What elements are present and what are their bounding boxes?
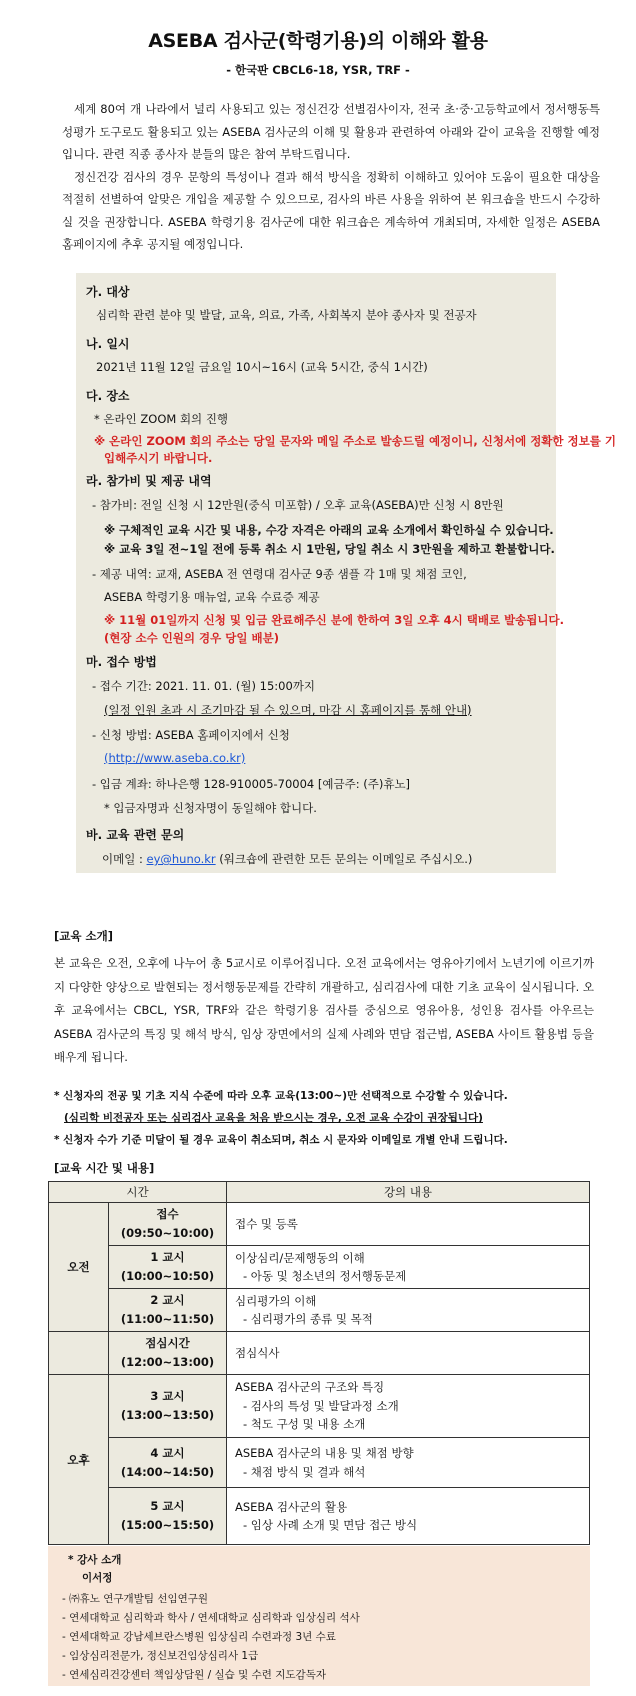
aseba-homepage-link[interactable]: (http://www.aseba.co.kr) — [104, 751, 246, 765]
period-empty — [49, 1332, 109, 1375]
education-note-3: * 신청자 수가 기준 미달이 될 경우 교육이 취소되며, 취소 시 문자와 이메일로 개별 안내 드립니다. — [54, 1134, 508, 1146]
delivery-warning-cont: (현장 소수 인원의 경우 당일 배분) — [104, 631, 279, 645]
period-pm: 오후 — [49, 1375, 109, 1545]
slot-time: (11:00~11:50) — [120, 1312, 215, 1326]
apply-period: - 접수 기간: 2021. 11. 01. (월) 15:00까지 — [92, 679, 315, 693]
slot-cell — [109, 1289, 227, 1332]
education-intro-text: 본 교육은 오전, 오후에 나누어 총 5교시로 이루어집니다. 오전 교육에서는 영유아기에서 노년기에 이르기까지 다양한 양상으로 발현되는 정서행동문제를 간략히 개괄하고, 심리검사에 대한 기초 교육이 실시됩니다. 오후 교육에서는 CBCL, YSR, TRF와 같은 학령기용 검사를 중심으로 영유아용, 성인용 검사를 아우르는 ASEBA 검사군의 특징 및 해석 방식, 임상 장면에서의 실제 사례와 면담 접근법, ASEBA 사이트 활용법 등을 배우게 됩니다. — [54, 956, 594, 1064]
content-subline: - 채점 방식 및 결과 해석 — [243, 1464, 366, 1479]
content-cell — [227, 1289, 590, 1332]
slot-cell — [109, 1438, 227, 1488]
education-intro-title: [교육 소개] — [54, 929, 113, 943]
contact-line — [102, 851, 472, 867]
schedule-title: [교육 시간 및 내용] — [54, 1161, 155, 1175]
intro-text — [62, 98, 600, 256]
provided-items-cont: ASEBA 학령기용 매뉴얼, 교육 수료증 제공 — [104, 590, 320, 604]
place-warning: ※ 온라인 ZOOM 회의 주소는 당일 문자와 메일 주소로 발송드릴 예정이니, 신청서에 정확한 정보를 기 — [94, 434, 616, 448]
table-row — [49, 1289, 590, 1332]
intro-paragraph: 세계 80여 개 나라에서 널리 사용되고 있는 정신건강 선별검사이자, 전국 초·중·고등학교에서 정서행동특성평가 도구로도 활용되고 있는 ASEBA 검사군의 이해 및 활용과 관련하여 아래와 같이 교육을 진행할 예정입니다. 관련 직종 종사자 분들의 많은 참여 부탁드립니다. — [62, 102, 600, 161]
table-row — [49, 1375, 590, 1438]
slot-cell — [109, 1332, 227, 1375]
education-note-1: * 신청자의 전공 및 기초 지식 수준에 따라 오후 교육(13:00~)만 선택적으로 수강할 수 있습니다. — [54, 1090, 508, 1102]
contact-email-link[interactable]: ey@huno.kr — [146, 852, 216, 866]
contact-note: (워크숍에 관련한 모든 문의는 이메일로 주십시오.) — [215, 852, 473, 866]
provided-items: - 제공 내역: 교재, ASEBA 전 연령대 검사군 9종 샘플 각 1매 및 채점 코인, — [92, 567, 467, 581]
section-target-text: 심리학 관련 분야 및 발달, 교육, 의료, 가족, 사회복지 분야 종사자 및 전공자 — [96, 308, 477, 322]
bank-account-note: * 입금자명과 신청자명이 동일해야 합니다. — [104, 801, 317, 815]
section-place-text: * 온라인 ZOOM 회의 진행 — [94, 412, 229, 426]
section-date-text: 2021년 11월 12일 금요일 10시~16시 (교육 5시간, 중식 1시간) — [96, 360, 428, 374]
content-line: 이상심리/문제행동의 이해 — [235, 1250, 365, 1265]
table-row — [49, 1203, 590, 1246]
page-title: ASEBA 검사군(학령기용)의 이해와 활용 — [148, 30, 488, 52]
instructor-name: 이서정 — [82, 1572, 113, 1584]
section-place-title: 다. 장소 — [86, 389, 130, 403]
table-row — [49, 1438, 590, 1488]
content-line: ASEBA 검사군의 구조와 특징 — [235, 1380, 385, 1395]
slot-label: 1 교시 — [150, 1250, 185, 1264]
table-row — [49, 1246, 590, 1289]
section-date-title: 나. 일시 — [86, 337, 130, 351]
bank-account: - 입금 계좌: 하나은행 128-910005-70004 [예금주: (주)휴노] — [92, 777, 411, 791]
email-label: 이메일 : — [102, 852, 147, 866]
slot-cell — [109, 1375, 227, 1438]
slot-label: 3 교시 — [150, 1389, 185, 1403]
slot-label: 접수 — [156, 1207, 179, 1221]
slot-cell — [109, 1488, 227, 1545]
place-warning-cont: 입해주시기 바랍니다. — [104, 451, 213, 465]
schedule-table — [48, 1181, 590, 1545]
section-fee-title: 라. 참가비 및 제공 내역 — [86, 474, 212, 488]
content-subline: - 검사의 특성 및 발달과정 소개 — [243, 1398, 399, 1413]
content-line: ASEBA 검사군의 활용 — [235, 1499, 348, 1514]
content-cell — [227, 1375, 590, 1438]
content-line: ASEBA 검사군의 내용 및 채점 방향 — [235, 1446, 414, 1460]
slot-cell — [109, 1203, 227, 1246]
slot-label: 2 교시 — [150, 1293, 185, 1307]
content-cell — [227, 1203, 590, 1246]
slot-time: (15:00~15:50) — [120, 1518, 215, 1532]
slot-time: (14:00~14:50) — [120, 1464, 215, 1479]
content-line: 심리평가의 이해 — [235, 1293, 317, 1308]
period-am: 오전 — [49, 1203, 109, 1332]
header-content: 강의 내용 — [227, 1182, 590, 1203]
slot-time: (10:00~10:50) — [120, 1269, 215, 1283]
content-line: 점심식사 — [235, 1345, 280, 1360]
slot-label: 4 교시 — [150, 1445, 185, 1460]
content-subline: - 심리평가의 종류 및 목적 — [243, 1312, 373, 1326]
content-cell — [227, 1488, 590, 1545]
content-cell — [227, 1438, 590, 1488]
slot-cell — [109, 1246, 227, 1289]
instructor-career-item: - 임상심리전문가, 정신보건임상심리사 1급 — [62, 1650, 259, 1662]
instructor-title: * 강사 소개 — [68, 1554, 122, 1566]
instructor-box — [48, 1546, 590, 1686]
instructor-career-item: - ㈜휴노 연구개발팀 선임연구원 — [62, 1593, 209, 1605]
fee-refund-note: ※ 교육 3일 전~1일 전에 등록 취소 시 1만원, 당일 취소 시 3만원을 제하고 환불합니다. — [104, 542, 555, 556]
slot-label: 점심시간 — [145, 1336, 190, 1350]
slot-time: (13:00~13:50) — [120, 1408, 215, 1422]
content-subline: - 아동 및 청소년의 정서행동문제 — [243, 1269, 407, 1283]
table-row — [49, 1332, 590, 1375]
section-target-title: 가. 대상 — [86, 285, 130, 299]
apply-method: - 신청 방법: ASEBA 홈페이지에서 신청 — [92, 728, 290, 742]
content-subline: - 척도 구성 및 내용 소개 — [243, 1417, 366, 1432]
content-subline: - 임상 사례 소개 및 면담 접근 방식 — [243, 1518, 418, 1532]
fee-note: ※ 구체적인 교육 시간 및 내용, 수강 자격은 아래의 교육 소개에서 확인하실 수 있습니다. — [104, 523, 554, 537]
table-row — [49, 1488, 590, 1545]
slot-time: (12:00~13:00) — [120, 1355, 215, 1369]
section-contact-title: 바. 교육 관련 문의 — [86, 828, 185, 842]
slot-time: (09:50~10:00) — [120, 1226, 215, 1240]
apply-period-note: (일정 인원 초과 시 조기마감 될 수 있으며, 마감 시 홈페이지를 통해 안내) — [104, 703, 472, 717]
education-note-2: (심리학 비전공자 또는 심리검사 교육을 처음 받으시는 경우, 오전 교육 수강이 권장됩니다) — [64, 1112, 483, 1124]
slot-label: 5 교시 — [150, 1499, 185, 1513]
delivery-warning: ※ 11월 01일까지 신청 및 입금 완료해주신 분에 한하여 3일 오후 4시 택배로 발송됩니다. — [104, 613, 564, 627]
info-box — [76, 273, 616, 873]
page-subtitle: - 한국판 CBCL6-18, YSR, TRF - — [226, 63, 410, 77]
instructor-career-item: - 연세대학교 강남세브란스병원 임상심리 수련과정 3년 수료 — [62, 1631, 336, 1643]
table-header-row — [49, 1182, 590, 1203]
content-cell — [227, 1332, 590, 1375]
intro-paragraph: 정신건강 검사의 경우 문항의 특성이나 결과 해석 방식을 정확히 이해하고 있어야 도움이 필요한 대상을 적절히 선별하여 알맞은 개입을 제공할 수 있으므로, 검사의 바른 사용을 위하여 본 워크숍을 반드시 수강하실 것을 권장합니다. ASEBA 학령기용 검사군에 대한 워크숍은 계속하여 개최되며, 자세한 일정은 ASEBA 홈페이지에 추후 공지될 예정입니다. — [62, 169, 600, 251]
section-apply-title: 마. 접수 방법 — [86, 655, 157, 669]
instructor-career-item: - 연세심리건강센터 책임상담원 / 실습 및 수련 지도감독자 — [62, 1669, 326, 1681]
content-cell — [227, 1246, 590, 1289]
content-line: 접수 및 등록 — [235, 1216, 298, 1231]
instructor-career-item: - 연세대학교 심리학과 학사 / 연세대학교 심리학과 임상심리 석사 — [62, 1612, 360, 1624]
fee-text: - 참가비: 전일 신청 시 12만원(중식 미포함) / 오후 교육(ASEBA)만 신청 시 8만원 — [92, 498, 504, 512]
header-time: 시간 — [49, 1182, 227, 1203]
